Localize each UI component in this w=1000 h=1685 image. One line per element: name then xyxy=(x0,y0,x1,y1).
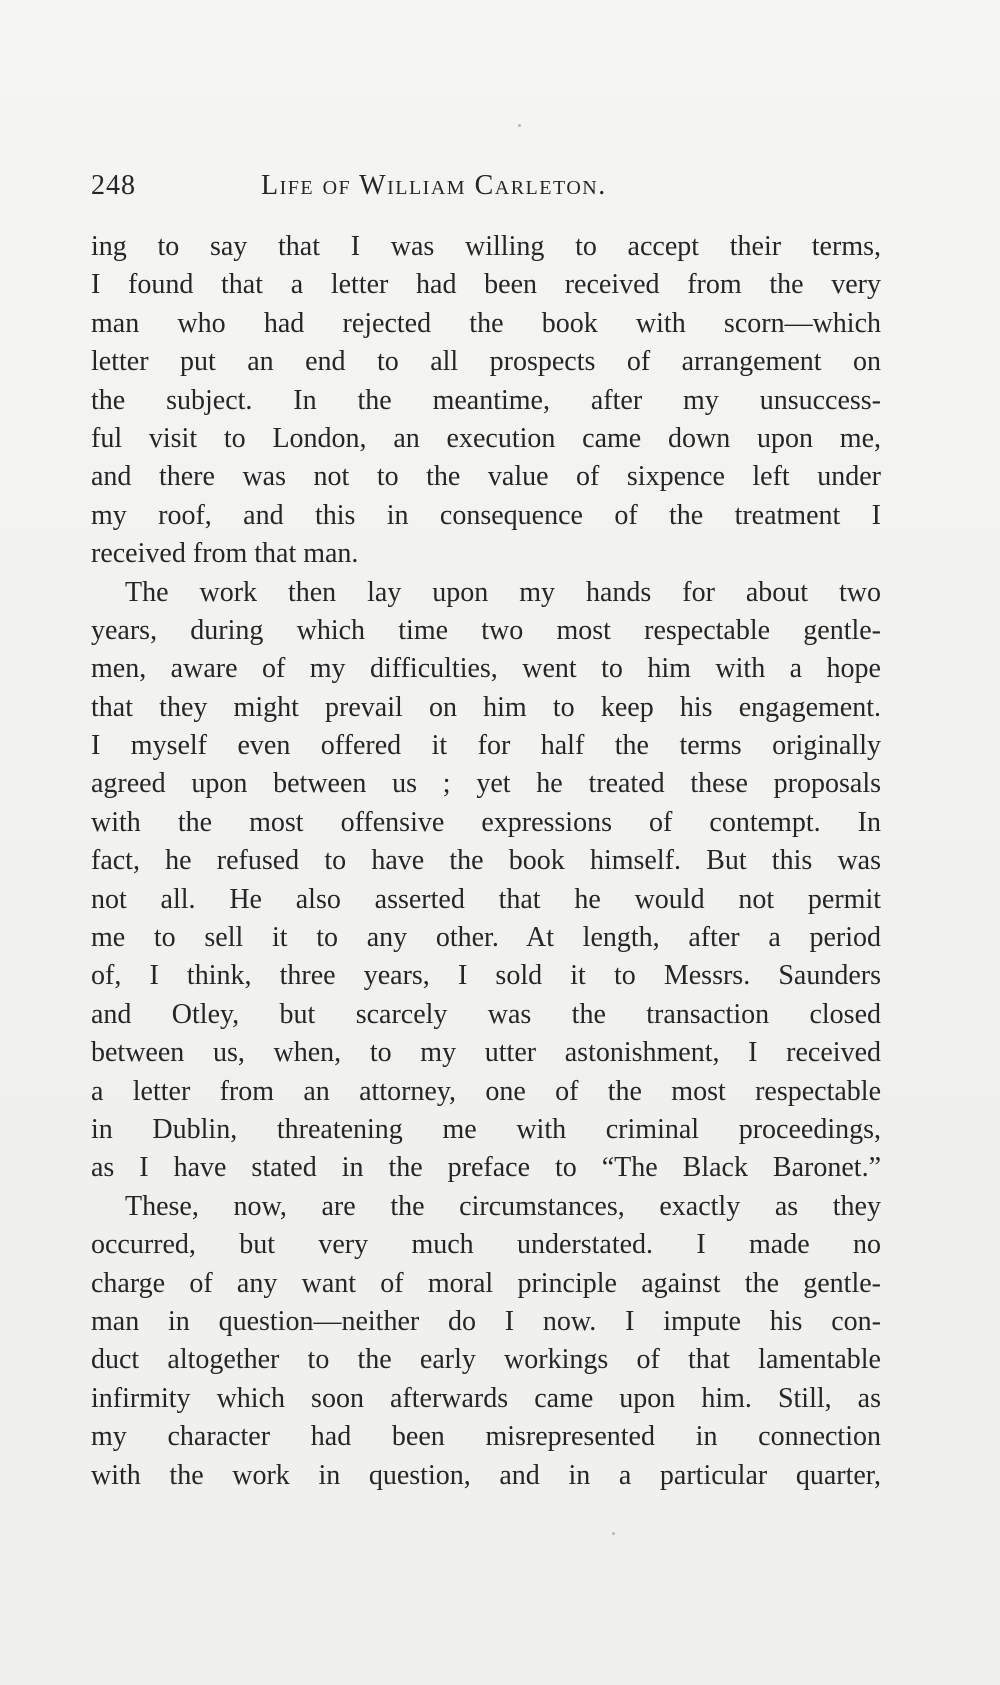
text-line: These, now, are the circumstances, exactly as they xyxy=(125,1190,881,1222)
paper-speck xyxy=(518,124,521,127)
text-line: and Otley, but scarcely was the transaction closed xyxy=(91,998,881,1030)
text-line: received from that man. xyxy=(91,538,359,570)
text-line: duct altogether to the early workings of that lamentable xyxy=(91,1344,881,1376)
text-line: fact, he refused to have the book himself. But this was xyxy=(91,845,881,877)
text-line: of, I think, three years, I sold it to Messrs. Saunders xyxy=(91,960,881,992)
text-line: as I have stated in the preface to “The Black Baronet.” xyxy=(91,1152,881,1184)
running-head: Life of William Carleton. xyxy=(261,170,607,201)
text-line: my character had been misrepresented in connection xyxy=(91,1421,881,1453)
text-line: The work then lay upon my hands for about two xyxy=(125,576,881,608)
text-line: that they might prevail on him to keep his engagement. xyxy=(91,691,881,723)
text-line: charge of any want of moral principle against the gentle- xyxy=(91,1267,881,1299)
text-line: with the most offensive expressions of contempt. In xyxy=(91,806,881,838)
text-line: years, during which time two most respectable gentle- xyxy=(91,614,881,646)
text-line: agreed upon between us ; yet he treated these proposals xyxy=(91,768,881,800)
text-line: man who had rejected the book with scorn—which xyxy=(91,307,881,339)
text-line: I found that a letter had been received from the very xyxy=(91,269,881,301)
text-line: ful visit to London, an execution came down upon me, xyxy=(91,422,881,454)
paper-speck xyxy=(612,1532,615,1535)
text-line: letter put an end to all prospects of arrangement on xyxy=(91,346,881,378)
text-line: in Dublin, threatening me with criminal proceedings, xyxy=(91,1113,881,1145)
text-line: occurred, but very much understated. I made no xyxy=(91,1229,881,1261)
text-line: infirmity which soon afterwards came upon him. Still, as xyxy=(91,1382,881,1414)
text-line: men, aware of my difficulties, went to him with a hope xyxy=(91,653,881,685)
page-number: 248 xyxy=(91,170,136,201)
text-line: me to sell it to any other. At length, after a period xyxy=(91,922,881,954)
text-line: not all. He also asserted that he would not permit xyxy=(91,883,881,915)
text-line: the subject. In the meantime, after my unsuccess- xyxy=(91,384,881,416)
text-line: a letter from an attorney, one of the most respectable xyxy=(91,1075,881,1107)
text-line: my roof, and this in consequence of the treatment I xyxy=(91,499,881,531)
text-line: ing to say that I was willing to accept their terms, xyxy=(91,231,881,262)
text-line: between us, when, to my utter astonishment, I received xyxy=(91,1037,881,1069)
page-header xyxy=(91,170,716,210)
text-line: and there was not to the value of sixpence left under xyxy=(91,461,881,493)
text-line: man in question—neither do I now. I impute his con- xyxy=(91,1305,881,1337)
body-text xyxy=(91,228,881,1495)
text-line: I myself even offered it for half the terms originally xyxy=(91,730,881,762)
text-line: with the work in question, and in a particular quarter, xyxy=(91,1459,881,1491)
